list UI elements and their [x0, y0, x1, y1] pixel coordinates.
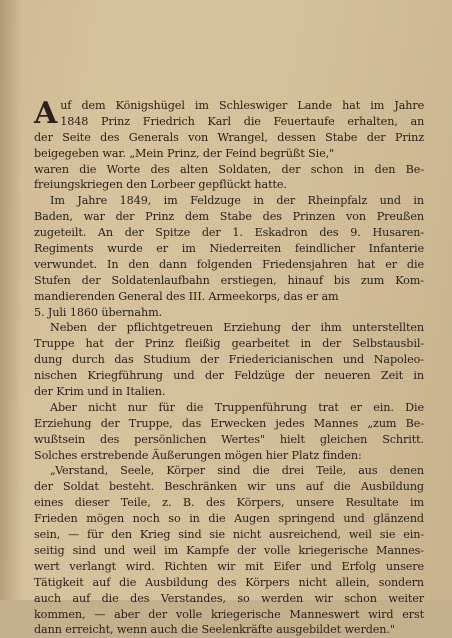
- paragraph: [34, 320, 424, 399]
- text-line: seitig sind und weil im Kampfe der volle kriegerische Mannes-: [34, 543, 424, 557]
- paragraph: [34, 400, 424, 464]
- text-line: waren die Worte des alten Soldaten, der schon in den Be-: [34, 162, 424, 176]
- text-line: uf dem Königshügel im Schleswiger Lande hat im Jahre: [60, 99, 425, 112]
- text-line: „Verstand, Seele, Körper sind die drei Teile, aus denen: [50, 464, 424, 478]
- text-line: dann erreicht, wenn auch die Seelenkräfte ausgebildet werden.": [34, 623, 395, 637]
- text-line: Erziehung der Truppe, das Erwecken jedes Mannes „zum Be-: [34, 416, 424, 430]
- text-line: Frieden mögen noch so in die Augen springend und glänzend: [34, 512, 424, 526]
- text-line: Stufen der Soldatenlaufbahn erstiegen, hinauf bis zum Kom-: [34, 273, 424, 287]
- text-line: wußtsein des persönlichen Wertes" hielt gleichen Schritt.: [34, 432, 424, 446]
- text-line: der Krim und in Italien.: [34, 385, 166, 399]
- text-line: nischen Kriegführung und der Feldzüge der neueren Zeit in: [34, 369, 424, 383]
- body-text: [34, 98, 424, 638]
- text-line: kommen, — aber der volle kriegerische Manneswert wird erst: [34, 607, 424, 621]
- text-line: freiungskriegen den Lorbeer gepflückt hatte.: [34, 178, 287, 192]
- text-line: auch auf die des Verstandes, so werden wir schon weiter: [34, 591, 424, 605]
- text-line: der Soldat besteht. Beschränken wir uns auf die Ausbildung: [34, 480, 424, 494]
- text-line: wert verlangt wird. Richten wir mit Eifer und Erfolg unsere: [34, 559, 424, 573]
- text-line: Tätigkeit auf die Ausbildung des Körpers nicht allein, sondern: [34, 575, 424, 589]
- text-line: zugeteilt. An der Spitze der 1. Eskadron des 9. Husaren-: [34, 226, 424, 240]
- text-line: sein, — für den Krieg sind sie nicht ausreichend, weil sie ein-: [34, 528, 424, 542]
- text-line: dung durch das Studium der Friedericianischen und Napoleo-: [34, 353, 424, 367]
- text-line: Aber nicht nur für die Truppenführung trat er ein. Die: [50, 400, 424, 414]
- text-line: eines dieser Teile, z. B. des Körpers, unsere Resultate im: [34, 496, 424, 510]
- text-line: Im Jahre 1849, im Feldzuge in der Rheinpfalz und in: [50, 194, 424, 208]
- text-line: Truppe hat der Prinz fleißig gearbeitet in der Selbstausbil-: [34, 337, 424, 351]
- text-line: 1848 Prinz Friedrich Karl die Feuertaufe erhalten, an: [60, 114, 425, 128]
- text-line: 5. Juli 1860 übernahm.: [34, 305, 163, 319]
- text-line: der Seite des Generals von Wrangel, dessen Stabe der Prinz: [34, 130, 424, 144]
- text-line: Baden, war der Prinz dem Stabe des Prinzen von Preußen: [34, 210, 424, 224]
- text-line: mandierenden General des III. Armeekorps, das er am: [34, 289, 339, 303]
- paragraph: [34, 193, 424, 320]
- paragraph: [34, 463, 424, 638]
- text-line: Solches erstrebende Äußerungen mögen hier Platz finden:: [34, 448, 362, 462]
- text-line: Neben der pflichtgetreuen Erziehung der ihm unterstellten: [50, 321, 424, 335]
- paragraph: [34, 98, 424, 193]
- text-line: Regiments wurde er im Niederreiten feindlicher Infanterie: [34, 242, 424, 256]
- text-line: verwundet. In den dann folgenden Friedensjahren hat er die: [34, 257, 424, 271]
- drop-cap: A: [34, 96, 58, 131]
- page-gutter-shadow: [0, 0, 22, 600]
- text-line: beigegeben war. „Mein Prinz, der Feind begrüßt Sie,": [34, 146, 335, 160]
